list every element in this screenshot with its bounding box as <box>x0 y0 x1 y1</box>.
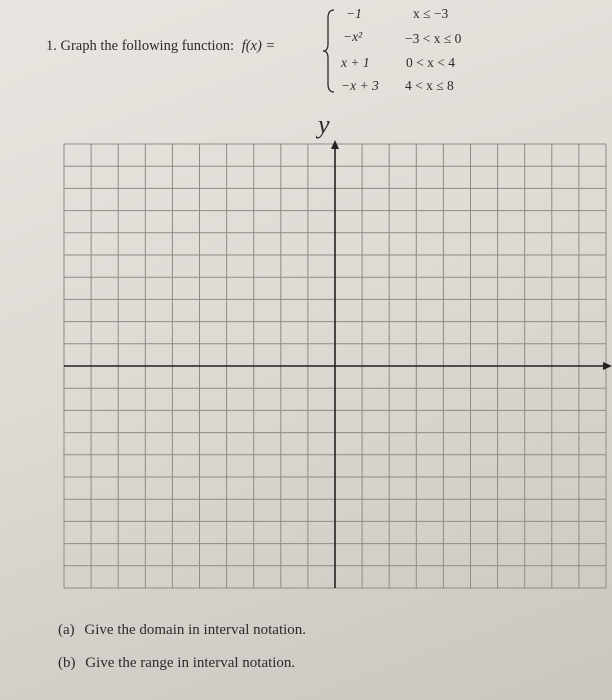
question-a-text: Give the domain in interval notation. <box>84 622 307 638</box>
case-cond-2: −3 < x ≤ 0 <box>405 31 462 46</box>
piecewise-brace <box>322 8 336 94</box>
case-expr-1: −1 <box>346 6 362 21</box>
graph-area <box>60 138 612 597</box>
problem-number: 1. <box>46 38 57 54</box>
question-b <box>58 655 295 672</box>
problem-prompt: Graph the following function: <box>60 38 235 54</box>
y-axis-label: y <box>318 110 330 139</box>
case-cond-4: 4 < x ≤ 8 <box>405 78 454 93</box>
coordinate-grid <box>60 138 612 593</box>
case-expr-2: −x² <box>343 29 363 44</box>
function-lhs: f(x) = <box>241 38 276 54</box>
case-expr-3: x + 1 <box>341 55 370 70</box>
question-b-label: (b) <box>58 655 76 671</box>
case-expr-4: −x + 3 <box>341 78 379 93</box>
question-a <box>58 622 306 639</box>
x-axis-arrow-icon <box>603 362 612 370</box>
question-b-text: Give the range in interval notation. <box>85 655 296 671</box>
problem-statement <box>46 38 275 55</box>
case-cond-3: 0 < x < 4 <box>406 55 455 70</box>
case-cond-1: x ≤ −3 <box>413 6 449 21</box>
question-a-label: (a) <box>58 622 75 638</box>
